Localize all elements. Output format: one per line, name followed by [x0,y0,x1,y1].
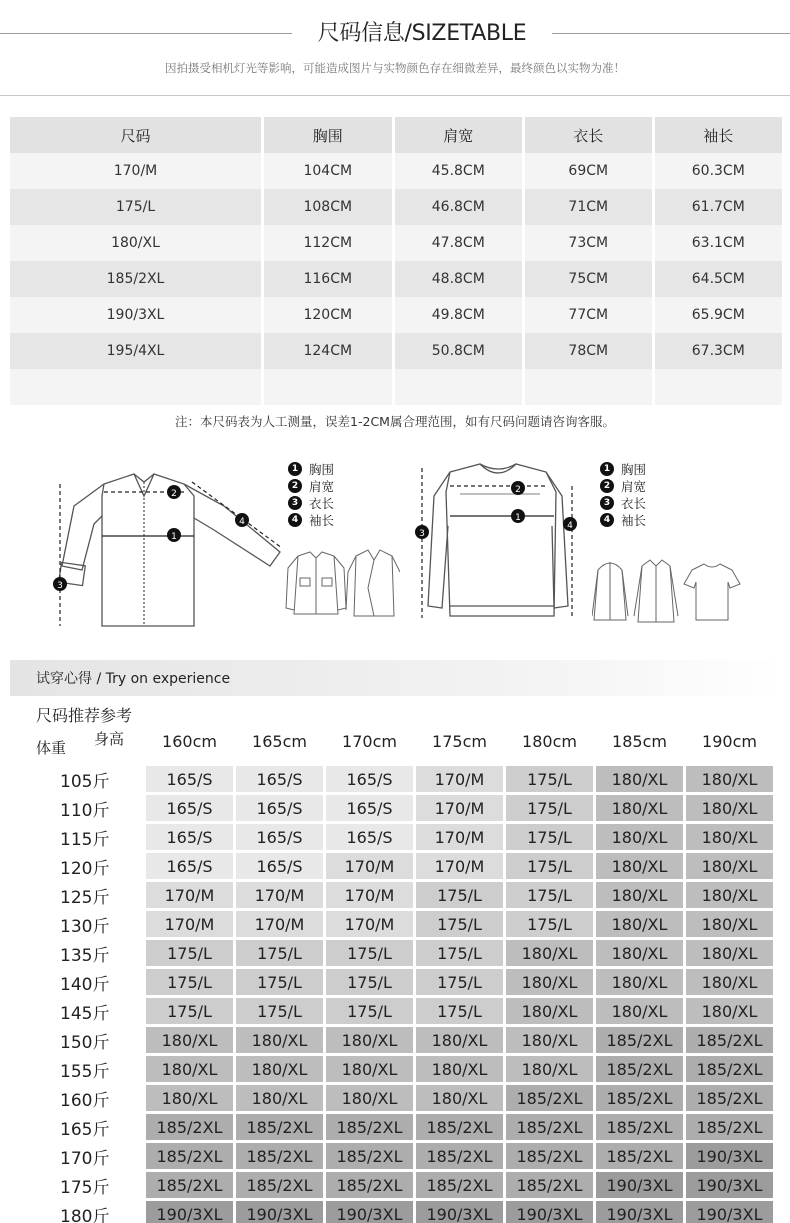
size-table-cell: 108CM [264,189,392,225]
size-recommendation-cell: 185/2XL [236,1143,323,1169]
size-recommendation-cell: 165/S [326,824,413,850]
size-table-row [10,297,782,333]
size-recommendation-cell: 175/L [236,969,323,995]
empty-cell [655,369,783,405]
size-recommendation-cell: 180/XL [326,1085,413,1111]
weight-cell: 150斤 [60,1032,110,1053]
size-recommendation-cell: 175/L [506,853,593,879]
size-recommendation-cell: 190/3XL [596,1201,683,1223]
size-recommendation-cell: 180/XL [686,911,773,937]
size-table-cell: 116CM [264,261,392,297]
marker-3 [53,577,67,591]
column-header: 尺码 [10,117,261,153]
size-recommendation-cell: 185/2XL [596,1056,683,1082]
size-recommendation-cell: 170/M [236,882,323,908]
svg-text:1: 1 [515,513,521,523]
divider [0,95,790,96]
recommendation-row [60,1172,776,1198]
size-recommendation-cell: 180/XL [326,1056,413,1082]
svg-text:2: 2 [515,485,521,495]
size-recommendation-cell: 190/3XL [506,1201,593,1223]
size-recommendation-cell: 175/L [236,940,323,966]
size-table-cell: 170/M [10,153,261,189]
size-recommendation-cell: 175/L [146,940,233,966]
recommendation-grid [60,766,776,1223]
recommendation-row [60,1027,776,1053]
size-table-cell: 190/3XL [10,297,261,333]
recommendation-row [60,1085,776,1111]
shirt-diagram [44,456,284,636]
casual-icons [592,556,742,628]
height-header-row [146,732,776,751]
height-header-cell: 185cm [612,732,667,751]
marker-4 [563,517,577,531]
size-recommendation-cell: 175/L [416,940,503,966]
marker-2 [167,485,181,499]
size-recommendation-cell: 170/M [416,795,503,821]
size-recommendation-cell: 190/3XL [416,1201,503,1223]
jacket-icons [280,548,400,624]
legend-item [288,460,334,477]
size-recommendation-cell: 185/2XL [686,1114,773,1140]
size-table [10,117,782,405]
size-recommendation-cell: 180/XL [236,1056,323,1082]
weight-cell: 180斤 [60,1206,110,1223]
size-table-cell: 47.8CM [395,225,523,261]
size-recommendation-cell: 185/2XL [596,1143,683,1169]
marker-2 [511,481,525,495]
size-recommendation-cell: 190/3XL [596,1172,683,1198]
size-recommendation-cell: 180/XL [146,1027,233,1053]
size-recommendation-cell: 170/M [146,882,233,908]
size-table-cell: 61.7CM [655,189,783,225]
legend-number: 2 [600,479,614,493]
size-recommendation-cell: 165/S [326,795,413,821]
title-line-right [552,33,790,34]
recommendation-row [60,1201,776,1223]
size-recommendation-cell: 185/2XL [506,1114,593,1140]
size-table-empty-row [10,369,782,405]
size-recommendation-cell: 165/S [146,766,233,792]
size-table-cell: 180/XL [10,225,261,261]
size-table-cell: 48.8CM [395,261,523,297]
size-recommendation-cell: 190/3XL [686,1172,773,1198]
size-recommendation-cell: 175/L [326,998,413,1024]
size-table-cell: 75CM [525,261,652,297]
legend-number: 4 [288,513,302,527]
size-recommendation-cell: 165/S [326,766,413,792]
size-recommendation-cell: 170/M [146,911,233,937]
legend-number: 1 [600,462,614,476]
size-recommendation-cell: 180/XL [236,1027,323,1053]
recommendation-row [60,940,776,966]
size-recommendation-cell: 185/2XL [686,1085,773,1111]
size-recommendation-cell: 180/XL [506,969,593,995]
size-table-cell: 49.8CM [395,297,523,333]
size-recommendation-cell: 165/S [236,853,323,879]
height-header-cell: 175cm [432,732,487,751]
size-table-cell: 175/L [10,189,261,225]
marker-3 [415,525,429,539]
size-table-row [10,189,782,225]
size-table-cell: 50.8CM [395,333,523,369]
size-recommendation-cell: 180/XL [686,969,773,995]
svg-text:4: 4 [567,521,573,531]
size-table-cell: 120CM [264,297,392,333]
height-header-cell: 190cm [702,732,757,751]
legend-left [288,460,334,528]
height-header-cell: 165cm [252,732,307,751]
size-recommendation-cell: 170/M [326,853,413,879]
svg-text:2: 2 [171,489,177,499]
legend-item [288,511,334,528]
size-recommendation-cell: 185/2XL [506,1172,593,1198]
size-recommendation-cell: 175/L [416,998,503,1024]
size-recommendation-cell: 175/L [416,882,503,908]
weight-cell: 105斤 [60,771,110,792]
recommendation-title: 尺码推荐参考 [36,706,133,725]
size-recommendation-cell: 190/3XL [146,1201,233,1223]
size-recommendation-cell: 190/3XL [686,1143,773,1169]
size-recommendation-cell: 185/2XL [416,1114,503,1140]
size-table-cell: 46.8CM [395,189,523,225]
legend-right [600,460,646,528]
size-recommendation-cell: 170/M [326,911,413,937]
size-recommendation-cell: 180/XL [686,766,773,792]
recommendation-row [60,795,776,821]
size-recommendation-cell: 175/L [506,824,593,850]
try-on-section [10,660,782,1223]
size-recommendation-cell: 170/M [416,853,503,879]
size-recommendation-cell: 185/2XL [596,1027,683,1053]
recommendation-row [60,824,776,850]
weight-cell: 135斤 [60,945,110,966]
size-recommendation-cell: 185/2XL [686,1027,773,1053]
size-recommendation-cell: 180/XL [326,1027,413,1053]
empty-cell [525,369,652,405]
size-recommendation-cell: 170/M [416,824,503,850]
size-recommendation-cell: 180/XL [506,998,593,1024]
recommendation-row [60,969,776,995]
legend-label: 胸围 [621,461,647,477]
size-recommendation-cell: 180/XL [596,882,683,908]
recommendation-row [60,1056,776,1082]
weight-cell: 175斤 [60,1177,110,1198]
size-recommendation-cell: 180/XL [416,1027,503,1053]
weight-cell: 165斤 [60,1119,110,1140]
size-recommendation-cell: 180/XL [596,940,683,966]
svg-text:4: 4 [239,517,245,527]
size-recommendation-cell: 180/XL [506,940,593,966]
size-recommendation-cell: 165/S [236,824,323,850]
size-recommendation-cell: 185/2XL [416,1172,503,1198]
empty-cell [264,369,392,405]
size-recommendation-cell: 185/2XL [506,1085,593,1111]
legend-number: 3 [288,496,302,510]
recommendation-row [60,1143,776,1169]
size-recommendation-cell: 180/XL [686,795,773,821]
size-recommendation-cell: 165/S [146,824,233,850]
measurement-note: 注：本尺码表为人工测量，误差1-2CM属合理范围，如有尺码问题请咨询客服。 [175,414,615,429]
size-recommendation-cell: 180/XL [146,1085,233,1111]
size-recommendation-cell: 170/M [326,882,413,908]
size-table-cell: 185/2XL [10,261,261,297]
size-recommendation-cell: 180/XL [596,795,683,821]
legend-label: 袖长 [309,512,335,528]
legend-label: 衣长 [309,495,335,511]
column-header: 肩宽 [395,117,523,153]
size-recommendation-cell: 165/S [236,766,323,792]
svg-text:3: 3 [57,581,63,591]
legend-label: 胸围 [309,461,335,477]
sweater-diagram [410,456,590,636]
size-table-cell: 112CM [264,225,392,261]
legend-label: 袖长 [621,512,647,528]
size-recommendation-cell: 185/2XL [326,1172,413,1198]
size-recommendation-cell: 185/2XL [596,1085,683,1111]
legend-number: 4 [600,513,614,527]
recommendation-row [60,1114,776,1140]
size-table-cell: 124CM [264,333,392,369]
size-recommendation-cell: 185/2XL [236,1172,323,1198]
size-recommendation-cell: 180/XL [416,1085,503,1111]
size-recommendation-cell: 175/L [506,766,593,792]
size-recommendation-cell: 180/XL [686,882,773,908]
column-header: 衣长 [525,117,652,153]
size-table-cell: 64.5CM [655,261,783,297]
size-table-row [10,153,782,189]
size-recommendation-cell: 185/2XL [236,1114,323,1140]
size-recommendation-cell: 185/2XL [146,1143,233,1169]
title-line-left [0,33,292,34]
size-recommendation-cell: 185/2XL [686,1056,773,1082]
size-recommendation-cell: 190/3XL [686,1201,773,1223]
legend-item [600,511,646,528]
title-section [0,0,790,100]
size-recommendation-cell: 175/L [326,969,413,995]
legend-item [288,477,334,494]
recommendation-row [60,998,776,1024]
size-recommendation-cell: 185/2XL [326,1114,413,1140]
size-recommendation-cell: 165/S [146,853,233,879]
size-recommendation-cell: 185/2XL [506,1143,593,1169]
size-table-cell: 69CM [525,153,652,189]
size-table-row [10,261,782,297]
size-recommendation-cell: 185/2XL [326,1143,413,1169]
weight-cell: 155斤 [60,1061,110,1082]
recommendation-row [60,882,776,908]
size-recommendation-cell: 175/L [416,911,503,937]
try-on-header: 试穿心得 / Try on experience [10,660,782,696]
recommendation-row [60,853,776,879]
weight-cell: 115斤 [60,829,110,850]
size-table-cell: 63.1CM [655,225,783,261]
empty-cell [10,369,261,405]
size-recommendation-cell: 180/XL [686,853,773,879]
weight-cell: 125斤 [60,887,110,908]
size-recommendation-cell: 175/L [146,969,233,995]
empty-cell [395,369,523,405]
size-recommendation-cell: 175/L [236,998,323,1024]
color-disclaimer: 因拍摄受相机灯光等影响，可能造成图片与实物颜色存在细微差异，最终颜色以实物为准！ [165,61,625,75]
size-recommendation-cell: 180/XL [686,824,773,850]
size-table-row [10,333,782,369]
size-recommendation-cell: 185/2XL [596,1114,683,1140]
legend-item [600,477,646,494]
size-table-cell: 78CM [525,333,652,369]
size-recommendation-cell: 190/3XL [236,1201,323,1223]
size-recommendation-cell: 165/S [236,795,323,821]
size-recommendation-cell: 180/XL [506,1027,593,1053]
page-title: 尺码信息/SIZETABLE [317,21,527,46]
size-recommendation-cell: 180/XL [146,1056,233,1082]
size-table-cell: 65.9CM [655,297,783,333]
legend-label: 衣长 [621,495,647,511]
size-table-row [10,225,782,261]
size-table-cell: 67.3CM [655,333,783,369]
size-recommendation-cell: 165/S [146,795,233,821]
size-recommendation-cell: 180/XL [596,853,683,879]
weight-cell: 145斤 [60,1003,110,1024]
size-recommendation-cell: 175/L [506,795,593,821]
size-recommendation-cell: 180/XL [596,766,683,792]
size-recommendation-cell: 180/XL [596,911,683,937]
svg-text:3: 3 [419,529,425,539]
weight-cell: 120斤 [60,858,110,879]
weight-cell: 140斤 [60,974,110,995]
size-recommendation-cell: 180/XL [596,824,683,850]
size-recommendation-cell: 185/2XL [146,1114,233,1140]
size-recommendation-cell: 175/L [146,998,233,1024]
size-recommendation-cell: 190/3XL [326,1201,413,1223]
size-recommendation-cell: 170/M [416,766,503,792]
height-header-cell: 160cm [162,732,217,751]
height-header-cell: 180cm [522,732,577,751]
size-recommendation-cell: 175/L [416,969,503,995]
size-table-cell: 195/4XL [10,333,261,369]
size-recommendation-cell: 170/M [236,911,323,937]
size-table-cell: 77CM [525,297,652,333]
size-recommendation-cell: 175/L [506,882,593,908]
legend-item [600,460,646,477]
legend-number: 1 [288,462,302,476]
size-recommendation-cell: 180/XL [686,940,773,966]
size-recommendation-cell: 180/XL [236,1085,323,1111]
size-recommendation-cell: 180/XL [506,1056,593,1082]
weight-cell: 130斤 [60,916,110,937]
size-table-cell: 45.8CM [395,153,523,189]
svg-text:1: 1 [171,532,177,542]
size-table-cell: 104CM [264,153,392,189]
weight-cell: 170斤 [60,1148,110,1169]
weight-cell: 160斤 [60,1090,110,1111]
marker-1 [511,509,525,523]
marker-4 [235,513,249,527]
size-table-cell: 71CM [525,189,652,225]
recommendation-row [60,911,776,937]
column-header: 袖长 [655,117,783,153]
legend-label: 肩宽 [621,478,647,494]
size-recommendation-cell: 180/XL [596,998,683,1024]
weight-cell: 110斤 [60,800,110,821]
height-header-cell: 170cm [342,732,397,751]
size-recommendation-cell: 185/2XL [416,1143,503,1169]
legend-item [288,494,334,511]
legend-number: 3 [600,496,614,510]
size-table-header [10,117,782,153]
size-table-cell: 73CM [525,225,652,261]
size-recommendation-cell: 175/L [506,911,593,937]
size-table-cell: 60.3CM [655,153,783,189]
size-recommendation-cell: 180/XL [416,1056,503,1082]
height-label: 身高 [94,730,125,748]
legend-label: 肩宽 [309,478,335,494]
size-recommendation-cell: 175/L [326,940,413,966]
legend-number: 2 [288,479,302,493]
column-header: 胸围 [264,117,392,153]
marker-1 [167,528,181,542]
size-recommendation-cell: 180/XL [686,998,773,1024]
recommendation-row [60,766,776,792]
size-recommendation-cell: 185/2XL [146,1172,233,1198]
legend-item [600,494,646,511]
size-recommendation-cell: 180/XL [596,969,683,995]
weight-label: 体重 [36,739,67,757]
